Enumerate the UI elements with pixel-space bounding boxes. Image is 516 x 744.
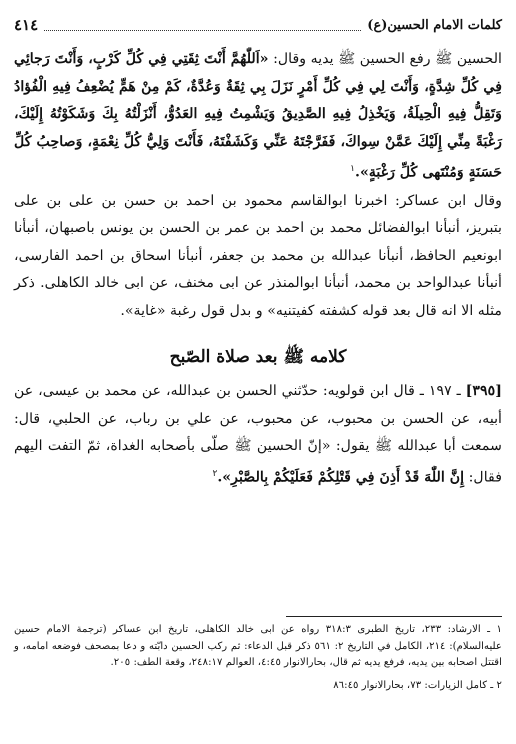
footnote-1: ١ ـ الارشاد: ٢٣٣، تاريخ الطبرى ٣١٨:٣ رواه عن ابى خالد الكاهلى، تاريخ ابن عساكر (ترجمة الامام حسين عليه‌السلام): ٢١٤، الكامل في التاريخ ٢: ٥٦١ ذكر قبل الدعاء: ثم ركب الحسين دابّته و دعا بمصحف فوضعه امامه، و اقتتل اصحابه بين يديه، فرفع يديه ثم قال، بحارالانوار ٤:٤٥، العوالم ٢٤٨:١٧، وقعة الطف: ٢٠٥. [14,624,503,668]
footnote-ref-2: ٢ [212,468,218,479]
page-number: ٤١٤ [14,16,39,34]
section-heading: كلامه ﷺ بعد صلاة الصّبح [169,347,347,367]
paragraph-prayer [14,46,502,188]
hadith-text: ـ ١٩٧ ـ قال ابن قولويه: حدّثني الحسن بن عبدالله، عن محمد بن عيسى، عن أبيه، عن الحسن بن محبوب، عن محبوب، عن علي بن رباب، عن الحلبي، قال: سمعت أبا عبدالله ﷺ يقول: «إنّ الحسين ﷺ صلّى بأصحابه الغداة، ثمّ التفت اليهم فقال: [14,383,502,486]
hadith-quote: إِنَّ اللّٰهَ قَدْ أَذِنَ فِي قَتْلِكُمْ فَعَلَيْكُمْ بِالصَّبْرِ». [217,469,465,486]
footnotes [14,622,502,694]
running-header [14,14,502,36]
prayer-lead: الحسين ﷺ رفع الحسين ﷺ يديه وقال: [268,51,502,67]
footnote-divider [286,616,502,617]
footnote-ref-1: ١ [350,164,356,175]
paragraph-hadith [14,378,502,492]
running-title: كلمات الامام الحسين(ع) [367,17,502,33]
main-text [14,46,502,326]
hadith-number: [٣٩٥] [465,383,502,399]
footnote-2: ٢ ـ كامل الزيارات: ٧٣، بحارالانوار ٨٦:٤٥ [333,679,502,691]
header-dotted-leader [44,20,361,31]
paragraph-isnad: وقال ابن عساكر: اخبرنا ابوالقاسم محمود بن احمد بن حسن بن علی بن علی بتبريز، أنبأنا ابوالفضائل محمد بن احمد بن عمر بن الحسن بن يونس باصبهان، أنبأنا ابونعيم الحافظ، أنبأنا عبدالله بن محمد بن جعفر، أنبأنا اسحاق بن احمد الفارسی، أنبأنا عبدالواحد بن محمد، أنبأنا ابوالمنذر عن ابی مخنف، عن ابی خالد الکاهلی. ذکر مثله الا انه قال بعد قوله کشفته کفيتنيه» و بدل قول رغبة «غاية». [14,192,502,320]
prayer-quote: «اَللّٰهُمَّ أَنْتَ ثِقَتِي فِي كُلِّ كَرْبٍ، وَأَنْتَ رَجائِي فِي كُلِّ شِدَّةٍ، وَأَنْتَ لِي فِي كُلِّ أَمْرٍ نَزَلَ بِي ثِقَةٌ وَعُدَّةٌ، كَمْ مِنْ هَمٍّ يُضْعِفُ فِيهِ الْفُؤادُ وَتَقِلُّ فِيهِ الْحِيلَةُ، وَيَخْذِلُ فِيهِ الصَّدِيقُ وَيَشْمِتُ فِيهِ العَدُوُّ، أَنْزَلْتُهُ بِكَ وَشَكَوْتُهُ إِلَيْكَ، رَغْبَةً مِنِّي إِلَيْكَ عَمَّنْ سِواكَ، فَفَرَّجْتَهُ عَنِّي وَكَشَفْتَهُ، فَأَنْتَ وَلِيُّ كُلِّ نِعْمَةٍ، وَصاحِبُ كُلِّ حَسَنَةٍ وَمُنْتَهى كُلِّ رَغْبَةٍ». [14,51,502,182]
section-text [14,378,502,492]
